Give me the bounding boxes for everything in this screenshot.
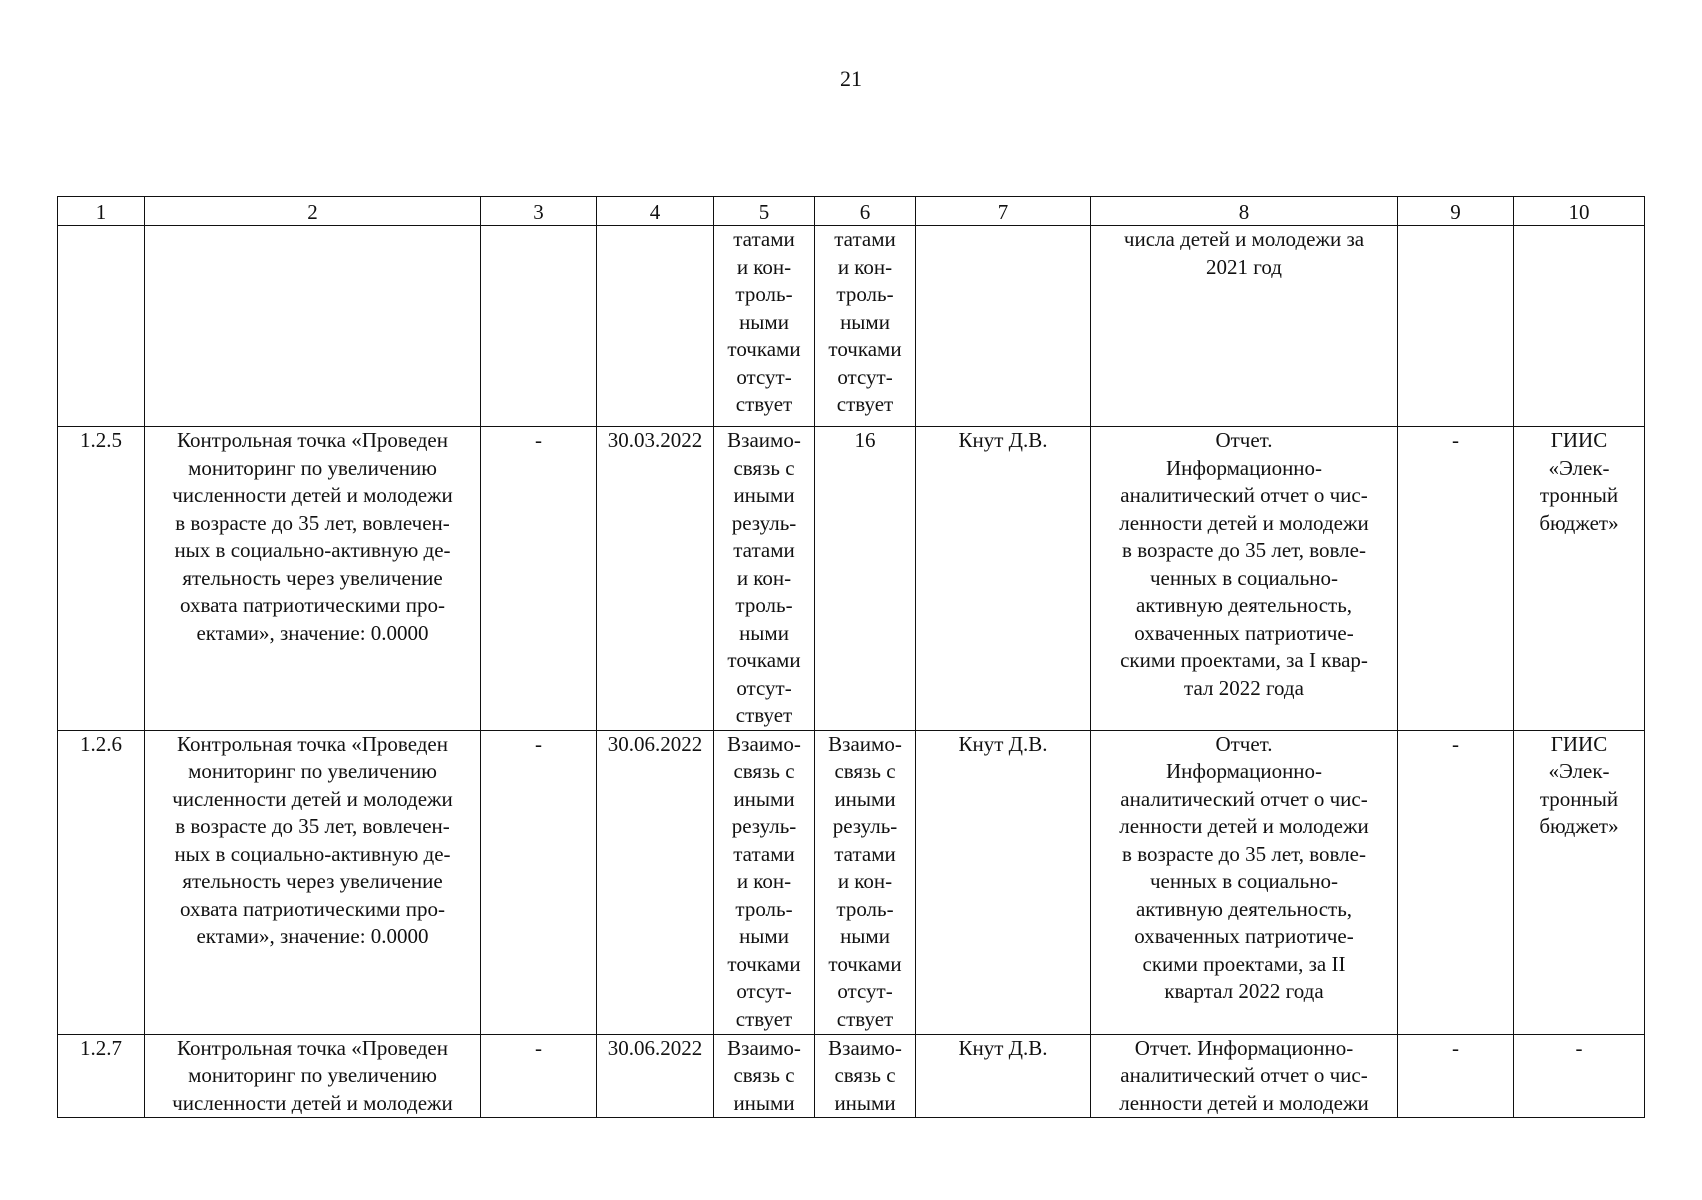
header-col-8: 8 <box>1091 197 1398 226</box>
cell-text-line: троль- <box>735 896 793 921</box>
cell-text-line: отсут- <box>837 364 893 389</box>
cell-responsible <box>916 427 1091 731</box>
cell-text-line: Взаимо- <box>727 731 801 756</box>
cell-text-line: - <box>1452 731 1459 756</box>
cell-text-line: Кнут Д.В. <box>958 428 1048 452</box>
cell-text-line: Контрольная точка «Проведен <box>176 731 448 756</box>
cell-text-line: татами <box>733 841 795 866</box>
cell-text-line: тронный <box>1539 786 1619 811</box>
cell-system <box>1514 226 1645 427</box>
cell-text-line: точками <box>727 951 801 976</box>
cell-text-line: троль- <box>735 282 793 306</box>
cell-text-line: аналитический отчет о чис- <box>1120 786 1368 811</box>
cell-text-line: в возрасте до 35 лет, вовлечен- <box>175 814 450 838</box>
cell-col-9 <box>1398 226 1514 427</box>
cell-text-line: охвата патриотическими про- <box>180 896 445 921</box>
cell-text-line: - <box>535 428 542 452</box>
cell-text-line: иными <box>733 1090 795 1115</box>
cell-text-line: 1.2.5 <box>80 428 122 452</box>
cell-text-line: ятельность через увеличение <box>182 565 443 590</box>
cell-text-line: - <box>535 731 542 756</box>
cell-text-line: ятельность через увеличение <box>182 869 443 893</box>
cell-text-line: в возрасте до 35 лет, вовле- <box>1122 538 1366 562</box>
cell-text-line: - <box>1452 1035 1459 1060</box>
cell-text-line: Контрольная точка «Проведен <box>176 1035 448 1060</box>
cell-text-line: скими проектами, за II <box>1142 951 1346 976</box>
cell-col-6 <box>815 1034 916 1118</box>
cell-text-line: ными <box>840 309 890 334</box>
cell-text-line: мониторинг по увеличению <box>188 759 437 783</box>
cell-text-line: ГИИС <box>1550 731 1608 756</box>
cell-text-line: охвата патриотическими про- <box>180 593 445 617</box>
cell-text-line: ленности детей и молодежи <box>1119 510 1369 535</box>
cell-text-line: 1.2.7 <box>80 1035 122 1060</box>
cell-text-line: татами <box>733 538 795 562</box>
cell-text-line: точками <box>727 648 801 672</box>
cell-col-5 <box>714 1034 815 1118</box>
cell-text-line: 2021 год <box>1206 254 1282 279</box>
cell-text-line: Информационно- <box>1165 455 1323 480</box>
cell-col-5 <box>714 226 815 427</box>
cell-text-line: мониторинг по увеличению <box>188 1063 437 1087</box>
cell-text-line: 30.06.2022 <box>607 1035 703 1060</box>
cell-text-line: скими проектами, за I квар- <box>1120 648 1368 672</box>
cell-col-9 <box>1398 427 1514 731</box>
cell-text-line: троль- <box>836 282 894 306</box>
cell-text-line: тал 2022 года <box>1184 675 1304 700</box>
cell-col-6 <box>815 226 916 427</box>
cell-text-line: ленности детей и молодежи <box>1119 1090 1369 1115</box>
cell-text-line: Взаимо- <box>828 731 902 756</box>
cell-text-line: Отчет. <box>1215 731 1273 756</box>
cell-col-6 <box>815 427 916 731</box>
cell-text-line: 30.06.2022 <box>607 731 703 756</box>
cell-text-line: и кон- <box>837 869 893 893</box>
cell-number <box>58 730 145 1034</box>
cell-col-3 <box>481 730 597 1034</box>
header-col-3: 3 <box>481 197 597 226</box>
cell-date <box>597 427 714 731</box>
cell-text-line: Отчет. Информационно- <box>1134 1035 1354 1060</box>
cell-text-line: иными <box>733 483 795 507</box>
cell-text-line: отсут- <box>736 979 792 1003</box>
cell-text-line: численности детей и молодежи <box>172 1090 453 1115</box>
cell-text-line: иными <box>834 786 896 811</box>
cell-text-line: числа детей и молодежи за <box>1123 227 1365 251</box>
cell-text-line: ными <box>739 620 789 645</box>
cell-number <box>58 226 145 427</box>
table-row-1-2-7 <box>58 1034 1645 1118</box>
cell-text-line: точками <box>828 337 902 361</box>
cell-text-line: ными <box>739 309 789 334</box>
cell-col-3 <box>481 226 597 427</box>
cell-text-line: ными <box>840 924 890 948</box>
cell-text-line: численности детей и молодежи <box>172 786 453 811</box>
page-number: 21 <box>840 66 862 91</box>
cell-text-line: бюджет» <box>1539 814 1619 838</box>
header-col-10: 10 <box>1514 197 1645 226</box>
cell-text-line: ствует <box>735 703 793 727</box>
cell-text-line: охваченных патриотиче- <box>1134 924 1354 948</box>
cell-text-line: ствует <box>836 392 894 416</box>
cell-text-line: активную деятельность, <box>1135 896 1353 921</box>
cell-text-line: активную деятельность, <box>1135 593 1353 617</box>
cell-text-line: связь с <box>733 455 795 480</box>
cell-text-line: - <box>1452 428 1459 452</box>
cell-text-line: и кон- <box>736 565 792 590</box>
cell-date <box>597 730 714 1034</box>
cell-text-line: точками <box>727 337 801 361</box>
table-row-continuation <box>58 226 1645 427</box>
header-col-9: 9 <box>1398 197 1514 226</box>
cell-text-line: ными <box>739 924 789 948</box>
cell-text-line: Информационно- <box>1165 759 1323 783</box>
cell-text-line: Отчет. <box>1215 428 1273 452</box>
cell-col-3 <box>481 427 597 731</box>
header-col-5: 5 <box>714 197 815 226</box>
cell-text-line: резуль- <box>731 510 797 535</box>
cell-text-line: в возрасте до 35 лет, вовле- <box>1122 841 1366 866</box>
table-row-1-2-5 <box>58 427 1645 731</box>
cell-text-line: связь с <box>834 1063 896 1087</box>
cell-text-line: троль- <box>836 896 894 921</box>
cell-text-line: мониторинг по увеличению <box>188 455 437 480</box>
cell-date <box>597 226 714 427</box>
cell-text-line: охваченных патриотиче- <box>1134 620 1354 645</box>
cell-text-line: ствует <box>836 1006 894 1031</box>
cell-text-line: татами <box>733 227 795 251</box>
cell-col-9 <box>1398 1034 1514 1118</box>
cell-number <box>58 1034 145 1118</box>
cell-text-line: ГИИС <box>1550 428 1608 452</box>
cell-text-line: аналитический отчет о чис- <box>1120 483 1368 507</box>
cell-text-line: Взаимо- <box>727 1035 801 1060</box>
cell-text-line: ченных в социально- <box>1150 565 1338 590</box>
cell-text-line: в возрасте до 35 лет, вовлечен- <box>175 510 450 535</box>
table-row-1-2-6 <box>58 730 1645 1034</box>
cell-text-line: тронный <box>1539 483 1619 507</box>
cell-number <box>58 427 145 731</box>
cell-text-line: ектами», значение: 0.0000 <box>196 620 429 645</box>
cell-text-line: и кон- <box>837 254 893 279</box>
cell-description <box>145 730 481 1034</box>
cell-text-line: резуль- <box>832 814 898 838</box>
plan-table <box>57 196 1645 1118</box>
cell-report <box>1091 427 1398 731</box>
cell-text-line: Контрольная точка «Проведен <box>176 428 448 452</box>
cell-date <box>597 1034 714 1118</box>
cell-text-line: ных в социально-активную де- <box>174 841 451 866</box>
cell-text-line: квартал 2022 года <box>1164 979 1324 1003</box>
cell-text-line: и кон- <box>736 254 792 279</box>
cell-text-line: иными <box>834 1090 896 1115</box>
cell-report <box>1091 226 1398 427</box>
cell-text-line: бюджет» <box>1539 510 1619 535</box>
cell-description <box>145 1034 481 1118</box>
cell-text-line: 30.03.2022 <box>607 428 703 452</box>
cell-responsible <box>916 730 1091 1034</box>
cell-text-line: ченных в социально- <box>1150 869 1338 893</box>
cell-text-line: связь с <box>834 759 896 783</box>
cell-system <box>1514 1034 1645 1118</box>
cell-text-line: татами <box>834 227 896 251</box>
cell-responsible <box>916 226 1091 427</box>
cell-col-6 <box>815 730 916 1034</box>
cell-text-line: аналитический отчет о чис- <box>1120 1063 1368 1087</box>
cell-text-line: точками <box>828 951 902 976</box>
cell-description <box>145 226 481 427</box>
cell-text-line: численности детей и молодежи <box>172 483 453 507</box>
cell-text-line: 16 <box>854 428 876 452</box>
cell-text-line: отсут- <box>837 979 893 1003</box>
cell-text-line: «Элек- <box>1548 455 1610 480</box>
cell-text-line: отсут- <box>736 364 792 389</box>
cell-text-line: ектами», значение: 0.0000 <box>196 924 429 948</box>
cell-text-line: ствует <box>735 1006 793 1031</box>
cell-text-line: связь с <box>733 759 795 783</box>
header-col-1: 1 <box>58 197 145 226</box>
header-col-7: 7 <box>916 197 1091 226</box>
cell-text-line: «Элек- <box>1548 759 1610 783</box>
cell-text-line: - <box>1575 1035 1583 1060</box>
header-row <box>58 197 1645 226</box>
header-col-4: 4 <box>597 197 714 226</box>
cell-text-line: иными <box>733 786 795 811</box>
cell-report <box>1091 730 1398 1034</box>
cell-text-line: - <box>535 1035 542 1060</box>
cell-text-line: татами <box>834 841 896 866</box>
cell-text-line: ленности детей и молодежи <box>1119 814 1369 838</box>
cell-col-3 <box>481 1034 597 1118</box>
header-col-2: 2 <box>145 197 481 226</box>
cell-system <box>1514 730 1645 1034</box>
cell-text-line: ных в социально-активную де- <box>174 538 451 562</box>
cell-system <box>1514 427 1645 731</box>
cell-responsible <box>916 1034 1091 1118</box>
cell-text-line: Взаимо- <box>727 428 801 452</box>
cell-text-line: 1.2.6 <box>80 731 122 756</box>
cell-text-line: и кон- <box>736 869 792 893</box>
cell-description <box>145 427 481 731</box>
cell-report <box>1091 1034 1398 1118</box>
cell-col-5 <box>714 427 815 731</box>
header-col-6: 6 <box>815 197 916 226</box>
cell-text-line: Кнут Д.В. <box>958 731 1048 756</box>
cell-text-line: резуль- <box>731 814 797 838</box>
cell-text-line: Кнут Д.В. <box>958 1035 1048 1060</box>
cell-text-line: Взаимо- <box>828 1035 902 1060</box>
cell-col-5 <box>714 730 815 1034</box>
cell-text-line: троль- <box>735 593 793 617</box>
cell-col-9 <box>1398 730 1514 1034</box>
cell-text-line: связь с <box>733 1063 795 1087</box>
cell-text-line: ствует <box>735 392 793 416</box>
cell-text-line: отсут- <box>736 675 792 700</box>
